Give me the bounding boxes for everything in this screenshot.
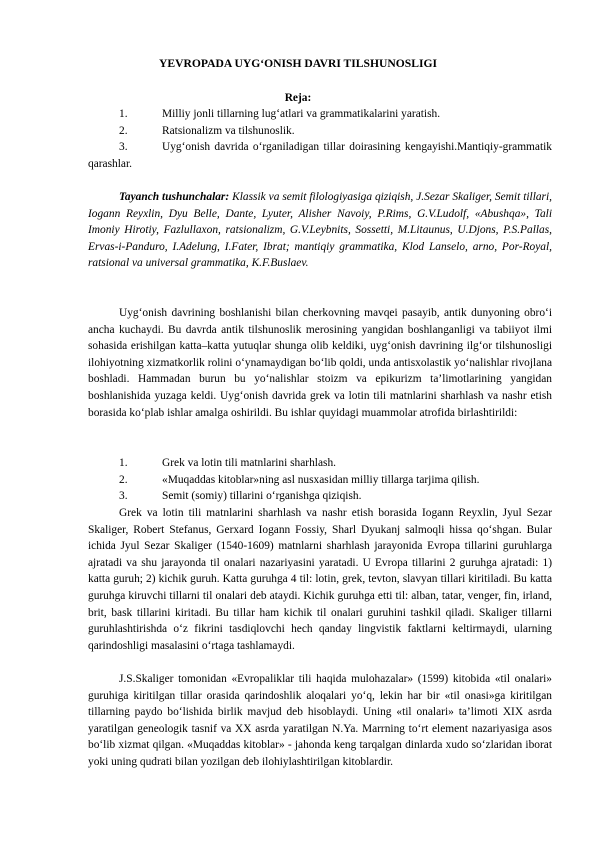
problem-item-number: 2.: [119, 473, 128, 486]
body-paragraph-3: J.S.Skaliger tomonidan «Evropaliklar tili haqida mulohazalar» (1599) kitobida «til onalari» guruhiga kiritilgan tillar orasida qarindoshlik aloqalari yo‘q, lekin har bir «til onasi»ga kiritilgan tillarning paydo bo‘lishida birlik mavjud deb hisoblaydi. Uning «til onalari» ta’limoti XIX asrda yaratilgan geneologik tasnif va XX asrda yaratilgan N.Ya. Marrning to‘rt element nazariyasiga asos bo‘lib xizmat qilgan. «Muqaddas kitoblar» - jahonda keng tarqalgan dinlarda xudo so‘zlaridan iborat yoki uning qudrati bilan yozilgan deb ilohiylashtirilgan kitoblardir.: [88, 673, 552, 768]
plan-item-number: 1.: [119, 108, 128, 120]
plan-item-text: Milliy jonli tillarning lug‘atlari va grammatikalarini yaratish.: [162, 108, 441, 120]
keywords-paragraph: [88, 189, 552, 272]
problem-item-text: Semit (somiy) tillarini o‘rganishga qiziqish.: [162, 490, 362, 503]
problem-item-number: 1.: [119, 457, 128, 469]
plan-item-number: 3.: [119, 141, 128, 154]
problem-item-text: Grek va lotin tili matnlarini sharhlash.: [162, 457, 336, 469]
keywords-label: Tayanch tushunchalar:: [119, 191, 230, 203]
problem-item: [88, 488, 552, 505]
plan-heading: Reja:: [284, 92, 312, 104]
problem-item: [88, 455, 552, 472]
keywords-text: Klassik va semit filologiyasiga qiziqish, J.Sezar Skaliger, Semit tillari, Iogann Reyxlin, Dyu Belle, Dante, Lyuter, Alisher Navoiy, P.Rims, G.V.Ludolf, «Abushqa», Tali Imoniy Hirotiy, Fazlullaxon, ratsionalizm, G.V.Leybnits, Sossetti, M.Litaunus, U.Djons, P.S.Pallas, Ervas-i-Panduro, I.Adelung, I.Fater, Ibrat; mantiqiy grammatika, Klod Lanselo, arno, Por-Royal, ratsional va universal grammatika, K.F.Buslaev.: [88, 191, 552, 270]
plan-item-text: Ratsionalizm va tilshunoslik.: [162, 124, 295, 137]
problem-item-text: «Muqaddas kitoblar»ning asl nusxasidan milliy tillarga tarjima qilish.: [162, 473, 480, 486]
plan-item: [88, 139, 552, 172]
plan-item: [88, 123, 552, 140]
plan-list: [88, 106, 552, 172]
document-title: YEVROPADA UYG‘ONISH DAVRI TILSHUNOSLIGI: [159, 57, 437, 70]
problem-item: [88, 472, 552, 489]
body-paragraph-2: Grek va lotin tili matnlarini sharhlash va nashr etish borasida Iogann Reyxlin, Jyul Sezar Skaliger, Robert Stefanus, Gerxard Iogann Fossiy, Sharl Dyukanj salmoqli hissa qo‘shgan. Bular ichida Jyul Sezar Skaliger (1540-1609) matnlarni sharhlash jarayonida Evropa tillarini guruhlarga ajratadi va shu jarayonda til onalari nazariyasini yaratadi. U Evropa tillarini 2 guruhga ajratadi: 1) katta guruh; 2) kichik guruh. Katta guruhga 4 til: lotin, grek, tevton, slavyan tillari kiritiladi. Bu katta guruhga kiruvchi tillarni til onalari deb ataydi. Kichik guruhga etti til: alban, tatar, venger, fin, irland, brit, bask tillarini kiritadi. Bu tillar ham kichik til onalari guruhini tashkil qiladi. Skaliger tillarni guruhlashtirishda o‘z fikrini tasdiqlovchi hech qanday lingvistik faktlarni keltirmaydi, ularning qarindoshligi masalasini o‘rtaga tashlamaydi.: [88, 507, 552, 652]
plan-item-number: 2.: [119, 124, 128, 137]
plan-item-text: Uyg‘onish davrida o‘rganiladigan tillar doirasining kengayishi.Mantiqiy-grammatik qarashlar.: [88, 141, 552, 170]
body-paragraph-1: Uyg‘onish davrining boshlanishi bilan cherkovning mavqei pasayib, antik dunyoning obro‘i ancha kuchaydi. Bu davrda antik tilshunoslik merosining yangidan boshlanganligi va tabiiyot ilmi sohasida erishilgan katta–katta yutuqlar shunga olib keldiki, uyg‘onish davrining ilg‘or tilshunosligi ilohiyotning xizmatkorlik rolini o‘ynamaydigan bo‘lib qoldi, unda antisxolastik yo‘nalishlar rivojlana boshladi. Hammadan burun bu yo‘nalishlar stoizm va epikurizm ta’limotlarining yangidan boshlanishida yuzaga keldi. Uyg‘onish davrida grek va lotin tili matnlarini sharhlash va nashr etish borasida ko‘plab ishlar amalga oshirildi. Bu ishlar quyidagi muammolar atrofida birlashtirildi:: [88, 307, 552, 419]
problem-list: [88, 455, 552, 505]
problem-item-number: 3.: [119, 490, 128, 503]
plan-item: [88, 106, 552, 123]
